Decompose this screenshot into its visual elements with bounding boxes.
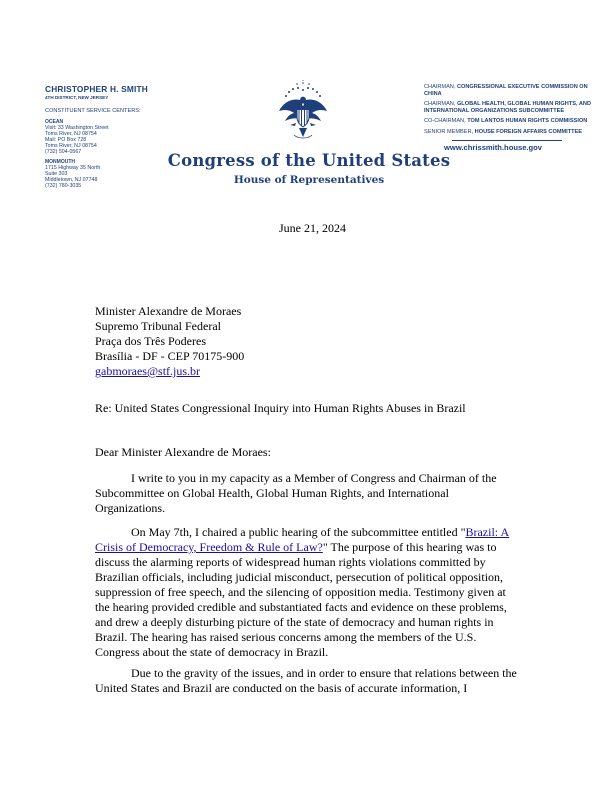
text-line	[95, 525, 527, 540]
text-line	[95, 471, 527, 486]
text-line: the hearing provided credible and substantiated facts and evidence on these problems,	[95, 600, 507, 614]
congress-title: Congress of the United States	[167, 151, 451, 170]
hearing-link-part-1[interactable]: Brazil: A	[465, 525, 510, 539]
office-line: Mail: PO Box 728	[45, 137, 87, 143]
text-line: suppression of free speech, and the silencing of opposition media. Testimony given at	[95, 585, 506, 599]
text-line-content: Due to the gravity of the issues, and in order to ensure that relations between the	[131, 666, 517, 680]
paragraph-1	[95, 471, 527, 516]
office-line: Suite 303	[45, 171, 68, 177]
house-title: House of Representatives	[233, 174, 385, 186]
role-title: CONGRESSIONAL EXECUTIVE COMMISSION ON CHINA	[424, 84, 588, 97]
recipient-email-link[interactable]: gabmoraes@stf.jus.br	[95, 364, 201, 378]
office-name: MONMOUTH	[45, 159, 75, 165]
text-line: Congress about the state of democracy in Brazil.	[95, 645, 329, 659]
role-title: HOUSE FOREIGN AFFAIRS COMMITTEE	[474, 128, 582, 135]
office-ocean	[45, 119, 195, 155]
text-line: United States and Brazil are conducted on the basis of accurate information, I	[95, 681, 468, 695]
office-line: Toms River, NJ 08754	[45, 131, 97, 137]
text-line: and drew a deeply disturbing picture of the state of democracy and human rights in	[95, 615, 494, 629]
role-lantos	[424, 118, 594, 125]
letterhead-right	[424, 84, 594, 153]
role-title: GLOBAL HEALTH, GLOBAL HUMAN RIGHTS, AND INTERNATIONAL ORGANIZATIONS SUBCOMMITTEE	[424, 101, 591, 114]
office-line: Toms River, NJ 08754	[45, 143, 97, 149]
office-name: OCEAN	[45, 119, 64, 125]
office-line: Visit: 33 Washington Street	[45, 125, 109, 131]
recipient-address-2: Brasília - DF - CEP 70175-900	[95, 349, 245, 363]
paragraph-2	[95, 525, 527, 660]
subject-line: Re: United States Congressional Inquiry into Human Rights Abuses in Brazil	[95, 401, 466, 415]
recipient-block	[95, 304, 244, 379]
office-line: (732) 504-0567	[45, 149, 82, 155]
role-prefix: CO-CHAIRMAN,	[424, 118, 468, 125]
office-line: 1715 Highway 35 North	[45, 165, 101, 171]
recipient-name: Minister Alexandre de Moraes	[95, 304, 242, 318]
role-prefix: CHAIRMAN,	[424, 84, 457, 90]
role-subcommittee	[424, 101, 594, 114]
role-title: TOM LANTOS HUMAN RIGHTS COMMISSION	[467, 118, 588, 125]
text-line: Organizations.	[95, 501, 166, 515]
website-link[interactable]: www.chrissmith.house.gov	[444, 142, 543, 152]
recipient-address-1: Praça dos Três Poderes	[95, 334, 206, 348]
district: 4TH DISTRICT, NEW JERSEY	[45, 95, 109, 100]
role-prefix: SENIOR MEMBER,	[424, 128, 475, 135]
divider	[452, 140, 562, 141]
representative-name: CHRISTOPHER H. SMITH	[45, 84, 148, 94]
text-line	[95, 666, 527, 681]
text-line: Brazil. The hearing has raised serious concerns among the members of the U.S.	[95, 630, 477, 644]
recipient-org: Supremo Tribunal Federal	[95, 319, 221, 333]
hearing-link-part-2[interactable]: Crisis of Democracy, Freedom & Rule of Law?	[95, 540, 323, 554]
house-seal-icon	[276, 79, 330, 143]
text-line-content: " The purpose of this hearing was to	[322, 540, 497, 554]
text-line-content: On May 7th, I chaired a public hearing of the subcommittee entitled "	[131, 525, 466, 539]
role-hfac	[424, 129, 594, 136]
role-prefix: CHAIRMAN,	[424, 101, 457, 108]
role-cecc	[424, 84, 594, 97]
text-line	[95, 540, 527, 555]
paragraph-3	[95, 666, 527, 696]
text-line-content: I write to you in my capacity as a Member of Congress and Chairman of the	[131, 471, 497, 485]
office-line: Middletown, NJ 07748	[45, 177, 98, 183]
letter-date: June 21, 2024	[279, 221, 346, 235]
text-line: Brazilian officials, including judicial misconduct, persecution of political opposition,	[95, 570, 504, 584]
service-centers-label: CONSTITUENT SERVICE CENTERS:	[45, 108, 141, 114]
office-line: (732) 780-3035	[45, 183, 82, 189]
text-line: discuss the alarming reports of widespread human rights violations committed by	[95, 555, 486, 569]
text-line: Subcommittee on Global Health, Global Human Rights, and International	[95, 486, 449, 500]
salutation: Dear Minister Alexandre de Moraes:	[95, 445, 271, 459]
